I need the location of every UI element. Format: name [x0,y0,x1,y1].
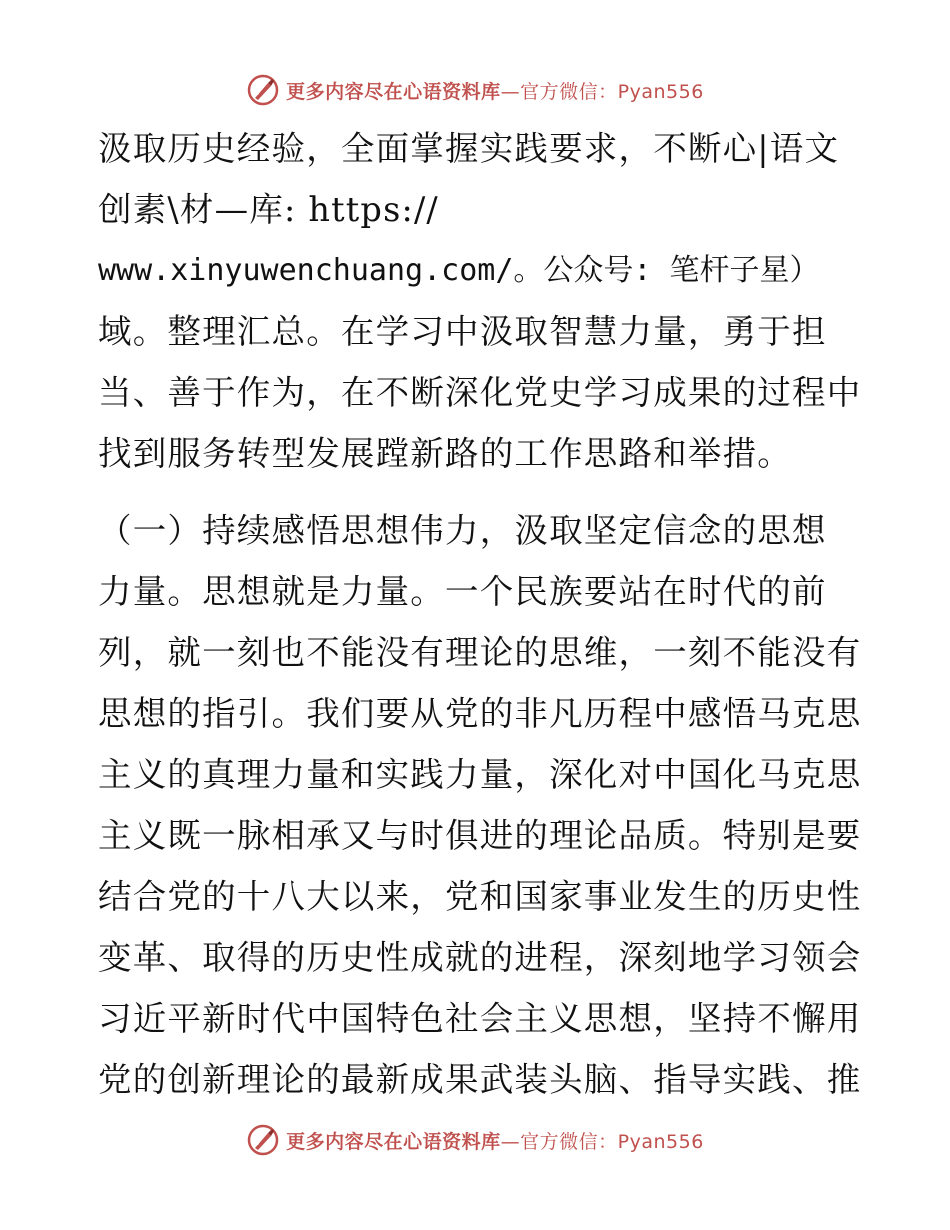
header-banner [0,70,950,110]
text-line: 汲取历史经验，全面掌握实践要求，不断心|语文 [98,129,840,168]
text-line: 主义的真理力量和实践力量，深化对中国化马克思 [98,755,862,794]
pen-logo-icon [246,1123,280,1157]
text-line: 结合党的十八大以来，党和国家事业发生的历史性 [98,877,862,916]
header-wechat-text: —官方微信：Pyan556 [500,80,704,103]
header-brand-text: 更多内容尽在心语资料库 [286,80,501,103]
pen-logo-icon [246,73,280,107]
text-line: 找到服务转型发展蹚新路的工作思路和举措。 [98,434,792,473]
text-line: 力量。思想就是力量。一个民族要站在时代的前 [98,572,827,611]
footer-brand-text: 更多内容尽在心语资料库 [286,1130,501,1153]
text-line: 主义既一脉相承又与时俱进的理论品质。特别是要 [98,816,862,855]
text-line: （一）持续感悟思想伟力，汲取坚定信念的思想 [98,511,827,550]
text-line: 习近平新时代中国特色社会主义思想，坚持不懈用 [98,999,862,1038]
text-line: 创素\材—库: https:// [98,190,439,229]
text-line-url: www.xinyuwenchuang.com/。公众号: 笔杆子星） [98,253,820,288]
text-line: 变革、取得的历史性成就的进程，深刻地学习领会 [98,938,862,977]
paragraph [98,500,862,1110]
text-line: 当、善于作为，在不断深化党史学习成果的过程中 [98,373,862,412]
text-line: 域。整理汇总。在学习中汲取智慧力量，勇于担 [98,312,827,351]
text-line: 思想的指引。我们要从党的非凡历程中感悟马克思 [98,694,862,733]
footer-wechat-text: —官方微信：Pyan556 [500,1130,704,1153]
document-body [98,118,862,1110]
paragraph [98,118,862,484]
footer-banner [0,1120,950,1160]
text-line: 党的创新理论的最新成果武装头脑、指导实践、推 [98,1060,862,1099]
text-line: 列，就一刻也不能没有理论的思维，一刻不能没有 [98,633,862,672]
